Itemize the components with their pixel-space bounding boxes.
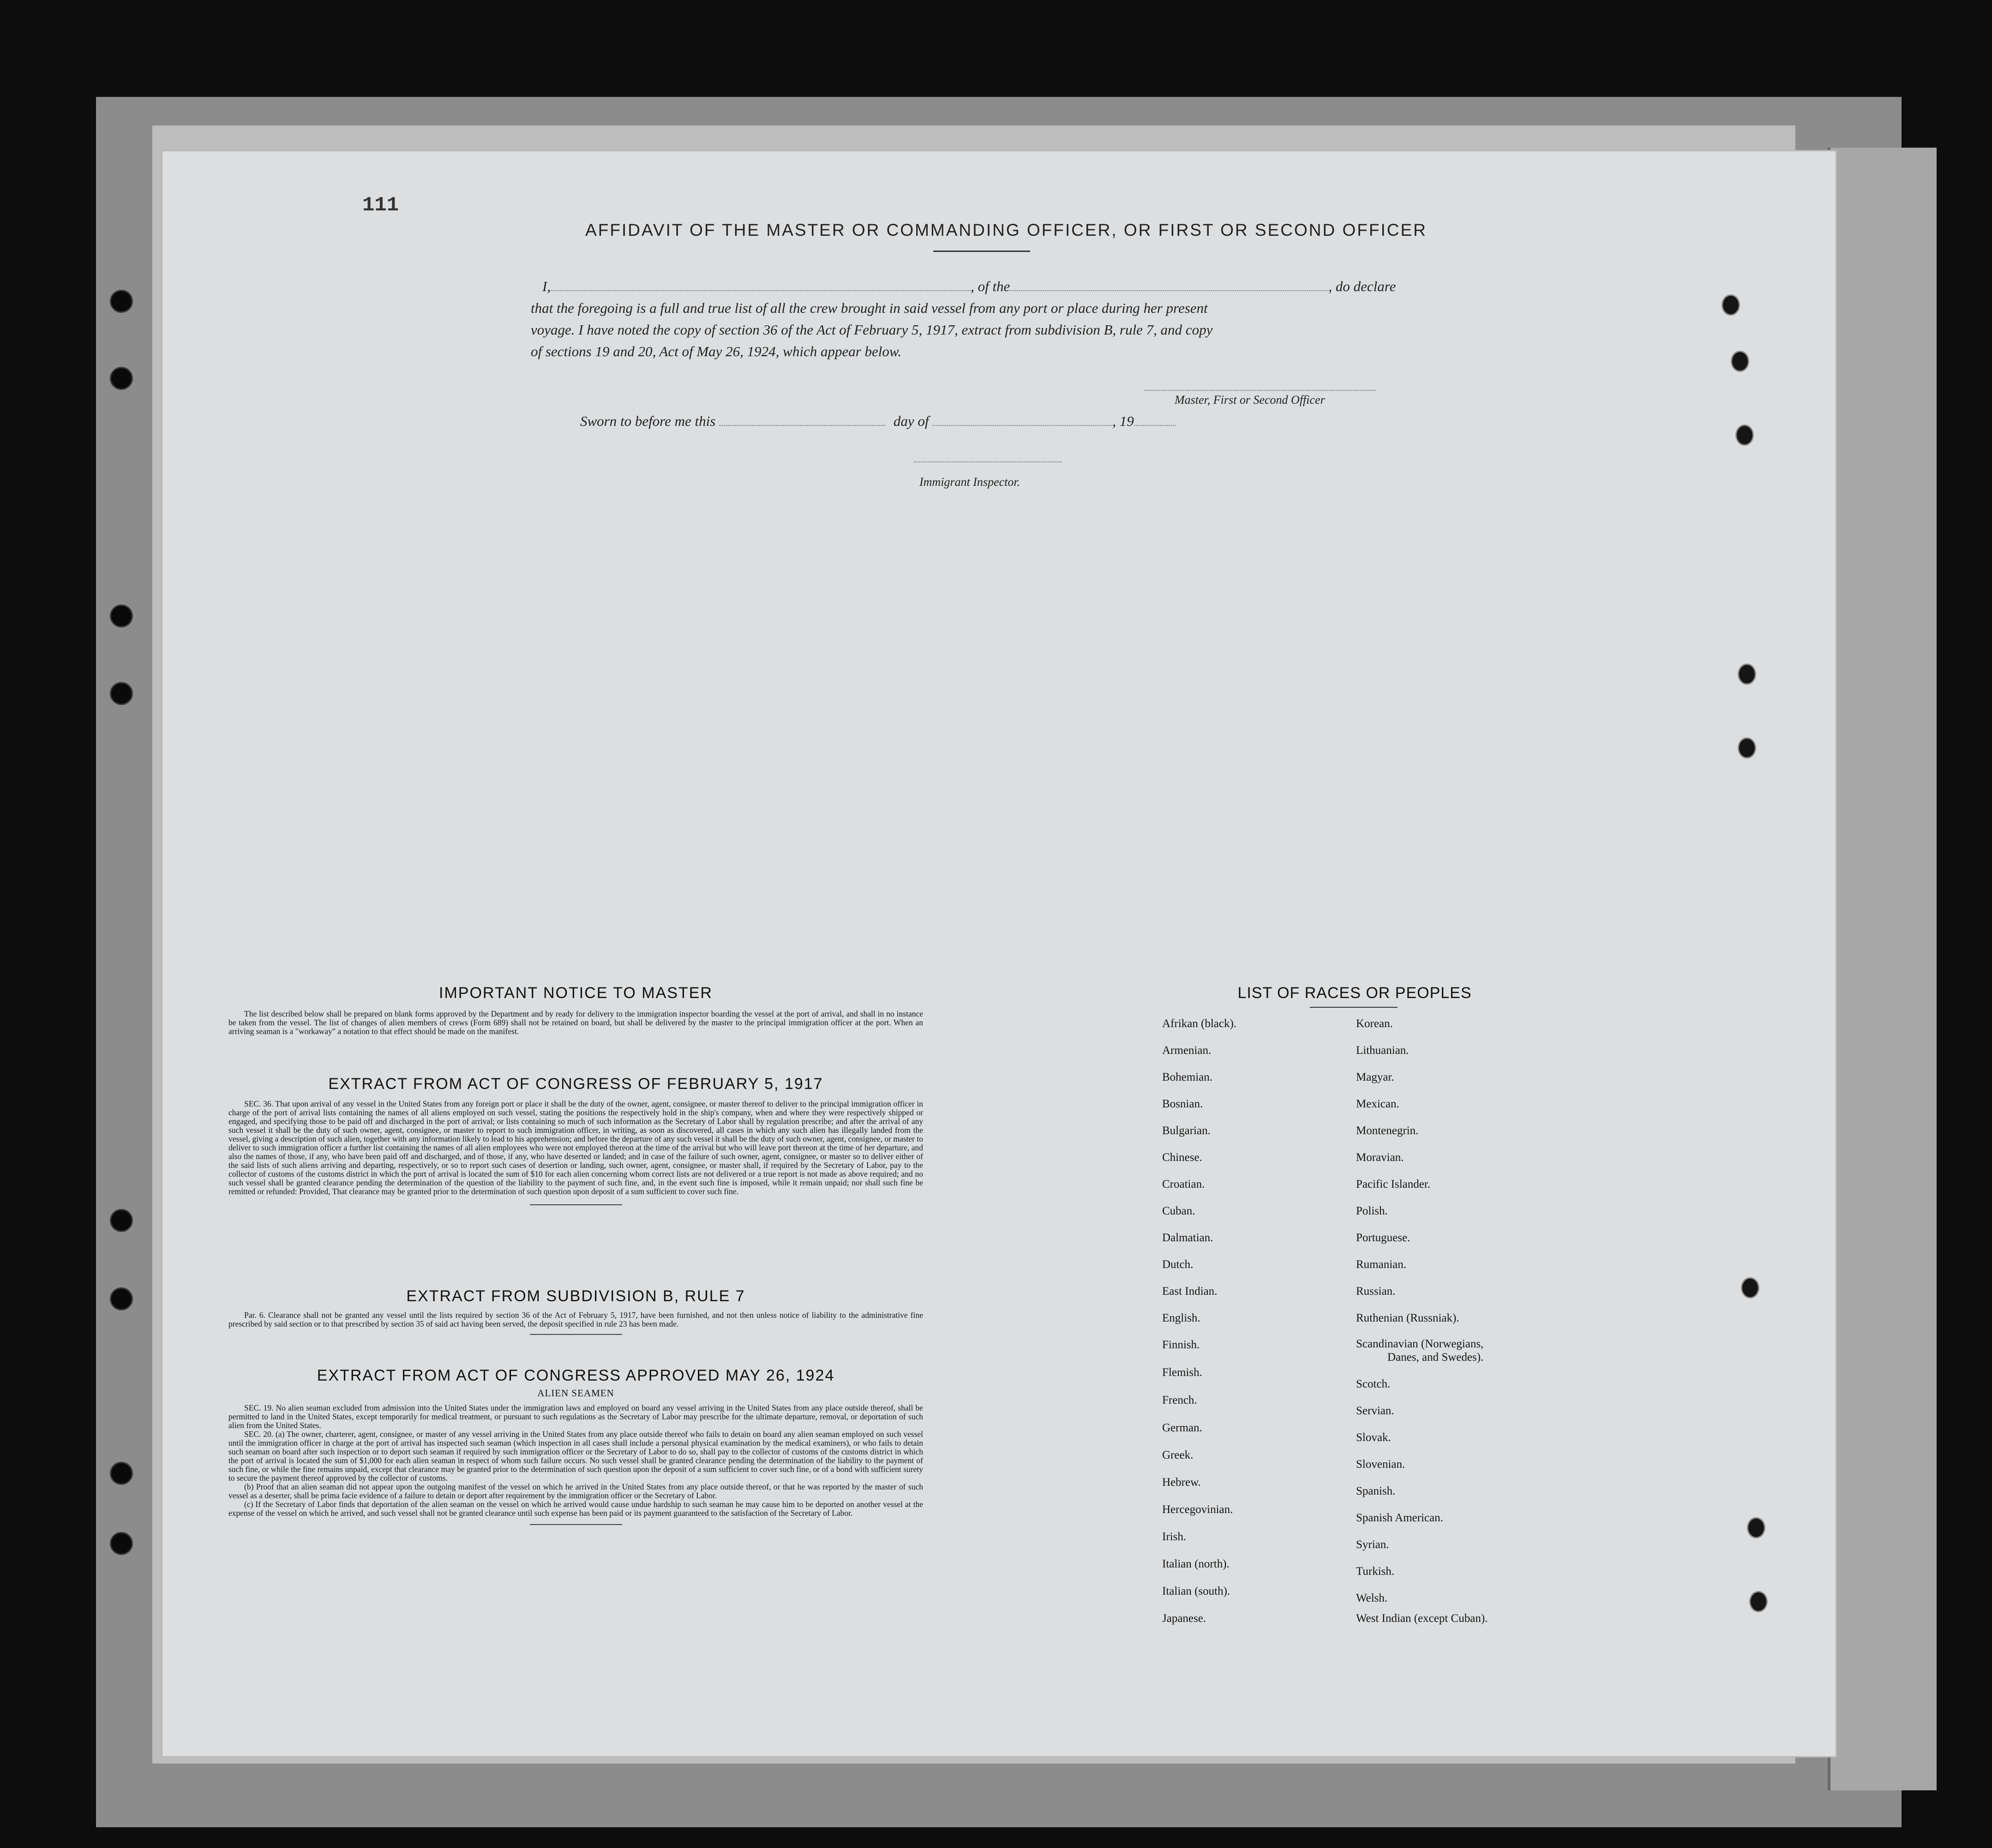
punch-hole — [1738, 664, 1756, 685]
punch-hole — [1731, 351, 1749, 372]
race-item: Dutch. — [1162, 1258, 1194, 1271]
race-item: Montenegrin. — [1356, 1124, 1419, 1137]
vessel-field[interactable] — [1010, 278, 1328, 291]
race-item: Scandinavian (Norwegians, — [1356, 1338, 1484, 1350]
race-item: Hercegovinian. — [1162, 1503, 1233, 1516]
race-item: Finnish. — [1162, 1339, 1200, 1351]
punch-hole — [1738, 737, 1756, 759]
notice-heading: IMPORTANT NOTICE TO MASTER — [439, 984, 713, 1002]
race-item: Korean. — [1356, 1017, 1393, 1030]
race-item: Portuguese. — [1356, 1232, 1410, 1244]
affidavit-pronoun: I, — [542, 278, 551, 294]
race-item: Irish. — [1162, 1531, 1187, 1543]
race-item: Cuban. — [1162, 1205, 1195, 1217]
race-item: Hebrew. — [1162, 1476, 1201, 1489]
race-item: Bosnian. — [1162, 1098, 1203, 1110]
race-item: Spanish. — [1356, 1485, 1396, 1497]
affidavit-title: AFFIDAVIT OF THE MASTER OR COMMANDING OFFICER, OR FIRST OR SECOND OFFICER — [585, 221, 1427, 239]
inspector-label: Immigrant Inspector. — [919, 475, 1020, 489]
race-item: Syrian. — [1356, 1538, 1389, 1551]
race-item: Rumanian. — [1356, 1258, 1407, 1271]
race-item: Afrikan (black). — [1162, 1017, 1237, 1030]
race-item: Spanish American. — [1356, 1512, 1443, 1524]
section-divider — [530, 1524, 622, 1525]
punch-hole — [110, 604, 133, 628]
day-of-text: day of — [893, 413, 929, 429]
affidavit-body — [531, 275, 1431, 362]
affidavit-line-3: voyage. I have noted the copy of section 36 of the Act of February 5, 1917, extract from subdivision B, rule 7, and copy — [531, 322, 1213, 338]
race-item: Japanese. — [1162, 1612, 1206, 1625]
race-item: Pacific Islander. — [1356, 1178, 1431, 1190]
affidavit-line-1 — [531, 275, 1431, 297]
race-item: Magyar. — [1356, 1071, 1394, 1083]
punch-hole — [1722, 294, 1740, 316]
section-divider — [530, 1204, 622, 1205]
act-1917-text: SEC. 36. That upon arrival of any vessel in the United States from any foreign port or place it shall be the duty of the owner, agent, consignee, or master thereof to deliver to the principal immigration officer in charge of the port of arrival lists containing the names of all aliens employed on such vessel, stating the positions the respectively hold in the ship's company, when and where they were respectively shipped or engaged, and specifying those to be paid off and discharged in the port of arrival; or lists containing so much of such information as the Secretary of Labor shall by regulation prescribe; and after the arrival of any such vessel it shall be the duty of such owner, agent, consignee, or master to report to such immigration officer, in writing, as soon as discovered, all cases in which any such alien has illegally landed from the vessel, giving a description of such alien, together with any information likely to lead to his apprehension; and before the departure of any such vessel it shall be the duty of such owner, agent, consignee, or master to deliver to such immigration officer a further list containing the names of all alien employees who were not employed thereon at the time of the arrival but who will leave port thereon at the time of her departure, and also the names of those, if any, who have been paid off and discharged, and of those, if any, who have deserted or landed; and in case of the failure of such owner, agent, consignee, or master so to deliver either of the said lists of such aliens arriving and departing, respectively, or so to report such cases of desertion or landing, such owner, agent, consignee, or master shall, if required by the Secretary of Labor, pay to the collector of customs of the customs district in which the port of arrival is located the sum of $10 for each alien concerning whom correct lists are not delivered or a true report is not made as above required; and no such vessel shall be granted clearance pending the determination of the question of the liability to the payment of such fine, and, in the event such fine is imposed, while it remain unpaid; nor shall such fine be remitted or refunded: Provided, That clearance may be granted prior to the determination of such question upon deposit of a sum sufficient to cover such fine. — [228, 1099, 923, 1196]
affidavit-line-2: that the foregoing is a full and true list of all the crew brought in said vessel from any port or place during her present — [531, 300, 1208, 316]
race-item: Ruthenian (Russniak). — [1356, 1312, 1459, 1324]
race-item: Slovenian. — [1356, 1458, 1405, 1471]
race-item: Italian (south). — [1162, 1585, 1230, 1597]
punch-hole — [110, 1532, 133, 1555]
race-item: Polish. — [1356, 1205, 1388, 1217]
race-item: Chinese. — [1162, 1151, 1202, 1164]
notice-text: The list described below shall be prepared on blank forms approved by the Department and by ready for delivery to the immigration inspector boarding the vessel at the port of arrival, and shall in no instance be taken from the vessel. The list of changes of alien members of crews (Form 689) shall not be retained on board, but shall be delivered by the master to the principal immigration officer at the port. When an arriving seaman is a "workaway" a notation to that effect should be made on the manifest. — [228, 1009, 923, 1036]
race-item: Armenian. — [1162, 1044, 1212, 1057]
race-item: Servian. — [1356, 1405, 1394, 1417]
race-item: Mexican. — [1356, 1098, 1399, 1110]
name-field[interactable] — [551, 278, 971, 291]
punch-hole — [110, 1287, 133, 1310]
of-the-text: , of the — [971, 278, 1010, 294]
act-1924-section — [228, 1367, 923, 1525]
act-1924-sec20a: SEC. 20. (a) The owner, charterer, agent, consignee, or master of any vessel arriving in the United States from any place outside thereof who fails to detain on board any alien seaman employed on such vessel until the immigration officer in charge at the port of arrival has inspected such seaman (which inspection in all cases shall include a personal physical examination by the medical examiners), or who fails to detain such seaman on board after such inspection or to deport such seaman if required by such immigration officer or the Secretary of Labor to do so, shall pay to the collector of customs of the customs district in which the port of arrival is located the sum of $1,000 for each alien seaman in respect of whom such failure occurs. No such vessel shall be granted clearance pending the determination of the liability to the payment of such fine, or while the fine remains unpaid, except that clearance may be granted prior to the determination of such question upon the deposit of a sum sufficient to cover such fine, or of a bond with sufficient surety to secure the payment thereof approved by the collector of customs. — [228, 1429, 923, 1483]
declare-text: , do declare — [1328, 278, 1396, 294]
races-divider — [1310, 1007, 1398, 1008]
punch-hole — [110, 367, 133, 390]
race-item: Flemish. — [1162, 1366, 1202, 1379]
act-1924-subheading: ALIEN SEAMEN — [537, 1387, 614, 1399]
race-item: Italian (north). — [1162, 1558, 1230, 1570]
signature-field[interactable] — [1145, 390, 1375, 391]
rule-7-heading: EXTRACT FROM SUBDIVISION B, RULE 7 — [406, 1287, 745, 1305]
sworn-text: Sworn to before me this — [580, 413, 716, 429]
race-item: Bulgarian. — [1162, 1124, 1211, 1137]
race-item: Greek. — [1162, 1449, 1194, 1461]
race-item: Russian. — [1356, 1285, 1396, 1298]
inspector-signature-field[interactable] — [914, 461, 1062, 462]
affidavit-line-4: of sections 19 and 20, Act of May 26, 1924, which appear below. — [531, 343, 902, 359]
race-item: Bohemian. — [1162, 1071, 1213, 1083]
race-item: Dalmatian. — [1162, 1232, 1213, 1244]
rule-7-text: Par. 6. Clearance shall not be granted any vessel until the lists required by section 36 of the Act of February 5, 1917, have been furnished, and not then unless notice of liability to the administrative fine prescribed by said section or to that prescribed by section 35 of said act having been served, the deposit specified in rule 23 has been made. — [228, 1310, 923, 1328]
act-1924-sec20b: (b) Proof that an alien seaman did not appear upon the outgoing manifest of the vessel on which he arrived in the United States from any place outside thereof, or that he was reported by the master of such vessel as a deserter, shall be prima facie evidence of a failure to detain or deport after requirement by the immigration officer or the Secretary of Labor. — [228, 1482, 923, 1500]
underlying-sheet-edge — [1828, 148, 1937, 1790]
year-prefix: , 19 — [1112, 413, 1134, 429]
race-item: East Indian. — [1162, 1285, 1218, 1298]
punch-hole — [110, 1462, 133, 1485]
notice-section — [228, 984, 923, 1036]
race-item: German. — [1162, 1422, 1202, 1434]
punch-hole — [1749, 1591, 1768, 1612]
race-item: West Indian (except Cuban). — [1356, 1612, 1488, 1625]
punch-hole — [1747, 1517, 1765, 1538]
month-field[interactable] — [932, 413, 1112, 426]
signature-label: Master, First or Second Officer — [1175, 393, 1325, 407]
rule-7-section — [228, 1287, 923, 1335]
race-item: Croatian. — [1162, 1178, 1205, 1190]
year-field[interactable] — [1134, 413, 1176, 426]
punch-hole — [1741, 1277, 1759, 1298]
sworn-line — [580, 413, 1176, 430]
race-item: English. — [1162, 1312, 1200, 1324]
race-item: Slovak. — [1356, 1431, 1391, 1444]
day-field[interactable] — [719, 413, 885, 426]
punch-hole — [110, 290, 133, 313]
race-item: Turkish. — [1356, 1565, 1395, 1578]
act-1917-section — [228, 1075, 923, 1205]
act-1924-sec19: SEC. 19. No alien seaman excluded from admission into the United States under the immigration laws and employed on board any vessel arriving in the United States from any place outside thereof, shall be permitted to land in the United States, except temporarily for medical treatment, or pursuant to such regulations as the Secretary of Labor may prescribe for the ultimate departure, removal, or deportation of such alien from the United States. — [228, 1403, 923, 1430]
act-1917-heading: EXTRACT FROM ACT OF CONGRESS OF FEBRUARY 5, 1917 — [328, 1075, 823, 1093]
race-item: Moravian. — [1356, 1151, 1404, 1164]
punch-hole — [1735, 425, 1754, 446]
race-item: Welsh. — [1356, 1592, 1388, 1604]
act-1924-heading: EXTRACT FROM ACT OF CONGRESS APPROVED MAY 26, 1924 — [317, 1367, 835, 1384]
page-number: 111 — [362, 194, 399, 217]
punch-hole — [110, 1209, 133, 1232]
title-divider — [933, 251, 1030, 252]
race-item: Danes, and Swedes). — [1387, 1351, 1484, 1364]
section-divider — [530, 1334, 622, 1335]
race-item: Lithuanian. — [1356, 1044, 1409, 1057]
act-1924-sec20c: (c) If the Secretary of Labor finds that deportation of the alien seaman on the vessel on which he arrived would cause undue hardship to such seaman he may cause him to be deported on another vessel at the expense of the vessel on which he arrived, and such vessel shall not be granted clearance until such expense has been paid or its payment guaranteed to the satisfaction of the Secretary of Labor. — [228, 1500, 923, 1518]
race-item: Scotch. — [1356, 1378, 1391, 1390]
races-heading: LIST OF RACES OR PEOPLES — [1237, 984, 1472, 1002]
race-item: French. — [1162, 1394, 1197, 1406]
punch-hole — [110, 682, 133, 705]
